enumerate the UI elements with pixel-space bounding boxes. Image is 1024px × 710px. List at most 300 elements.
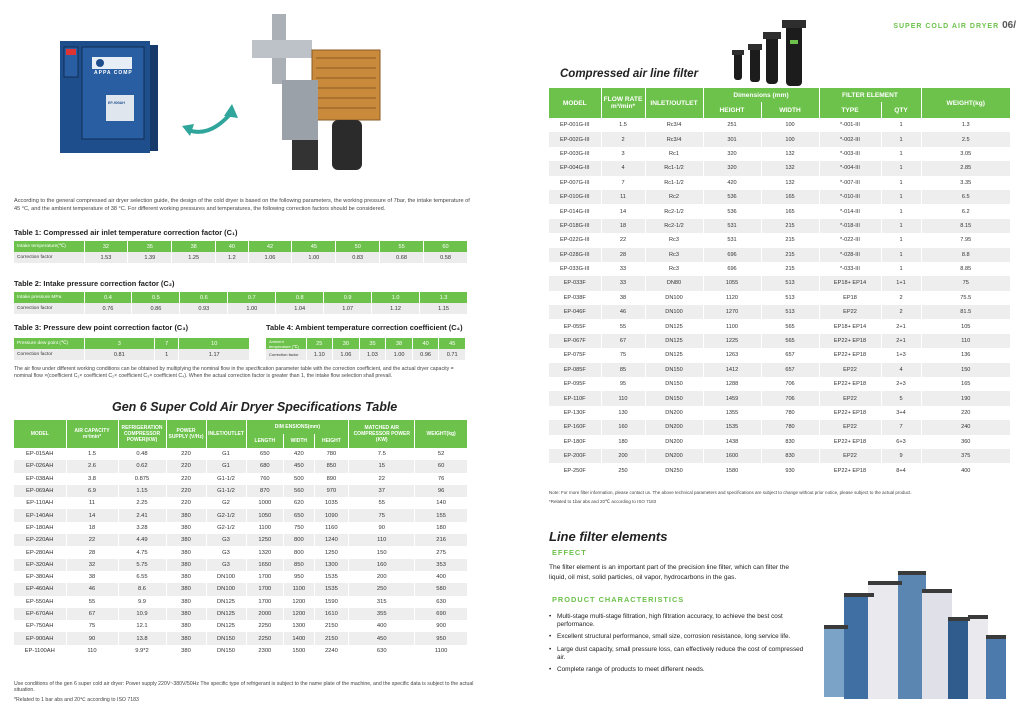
spec-row-cell: 1.5 [66, 448, 118, 460]
spec-row-cell: 0.875 [118, 473, 166, 485]
spec-row-cell: 9.9*2 [118, 645, 166, 657]
filter-row-cell: EP22 [819, 391, 881, 405]
filter-row-cell: 2+1 [881, 319, 921, 333]
intro-paragraph: According to the general compressed air dryer selection guide, the design of the cold dryer is based on the following parameters, the working pressure of 7bar, the intake temperature of 45 °C, and the ambient temperature of 38 °C. For different working pressures and temperatures, the following correction factors should be considered. [14, 198, 470, 212]
spec-row-cell: 1100 [415, 645, 468, 657]
filter-row-cell: 55 [601, 319, 645, 333]
spec-col-weight: WEIGHT(kg) [415, 420, 468, 448]
spec-row-cell: 3.8 [66, 473, 118, 485]
spec-row-cell: 75 [349, 509, 415, 521]
t2-cell: 0.5 [132, 292, 180, 303]
table1-row-temp [14, 241, 468, 252]
filter-row [549, 319, 1011, 333]
filter-row-cell: DN150 [645, 377, 703, 391]
filter-row-cell: 4 [601, 161, 645, 175]
spec-row-cell: 450 [349, 632, 415, 644]
spec-row-cell: 220 [166, 448, 206, 460]
spec-row-cell: 850 [314, 460, 349, 472]
filter-row-cell: DN125 [645, 334, 703, 348]
t1-cell: 35 [128, 241, 172, 252]
spec-row-cell: 220 [166, 473, 206, 485]
filter-row-cell: 1120 [703, 291, 761, 305]
filter-row-cell: 930 [761, 463, 819, 477]
spec-row-cell: 28 [66, 546, 118, 558]
filter-row-cell: 536 [703, 190, 761, 204]
spec-row-cell: DN125 [206, 596, 246, 608]
t4-cell: 1.10 [306, 349, 333, 360]
bullet-item: • Excellent structural performance, small size, corrosion resistance, long service life. [549, 633, 811, 641]
filter-row-cell: 1 [881, 262, 921, 276]
spec-row-cell: 0.62 [118, 460, 166, 472]
spec-row-cell: 1590 [314, 596, 349, 608]
filter-row [549, 305, 1011, 319]
spec-row-cell: 1240 [314, 534, 349, 546]
filter-row-cell: 565 [761, 319, 819, 333]
filter-row [549, 190, 1011, 204]
filter-col-width: WIDTH [761, 102, 819, 118]
spec-row-cell: 400 [415, 571, 468, 583]
spec-row-cell: 7.5 [349, 448, 415, 460]
filter-row-cell: EP22 [819, 449, 881, 463]
filter-row [549, 420, 1011, 434]
t2-cell: 1.12 [372, 303, 420, 314]
filter-row-cell: EP-007G-III [549, 176, 601, 190]
table4-row-factor [266, 349, 466, 360]
spec-row [14, 620, 468, 632]
filter-col-dimensions: Dimensions (mm) [703, 88, 819, 102]
spec-row-cell: 12.1 [118, 620, 166, 632]
filter-row-cell: 513 [761, 291, 819, 305]
spec-col-inlet-outlet: INLET/OUTLET [206, 420, 246, 448]
spec-row-cell: EP-015AH [14, 448, 66, 460]
filter-row-cell: 420 [703, 176, 761, 190]
spec-row-cell: 1.15 [118, 485, 166, 497]
spec-row-cell: G1-1/2 [206, 473, 246, 485]
spec-row-cell: 22 [66, 534, 118, 546]
filter-row-cell: 320 [703, 161, 761, 175]
spec-row-cell: 2240 [314, 645, 349, 657]
filter-row-cell: EP-003G-III [549, 147, 601, 161]
filter-row [549, 276, 1011, 290]
t1-cell: 1.39 [128, 252, 172, 263]
filter-row-cell: EP22 [819, 420, 881, 434]
filter-row-cell: DN125 [645, 319, 703, 333]
spec-row-cell: EP-320AH [14, 559, 66, 571]
filter-row-cell: 160 [601, 420, 645, 434]
spec-row-cell: 55 [66, 596, 118, 608]
t4-cell: 38 [386, 338, 413, 349]
spec-row-cell: 75 [66, 620, 118, 632]
spec-row-cell: 9.9 [118, 596, 166, 608]
filter-row-cell: Rc3 [645, 233, 703, 247]
spec-row-cell: 900 [415, 620, 468, 632]
filter-row-cell: 4 [881, 363, 921, 377]
filter-row-cell: EP-085F [549, 363, 601, 377]
t4-cell: 1.00 [386, 349, 413, 360]
filter-row-cell: 1225 [703, 334, 761, 348]
filter-row-cell: 132 [761, 147, 819, 161]
filter-row-cell: EP22+ EP18 [819, 377, 881, 391]
spec-row-cell: G3 [206, 559, 246, 571]
spec-row-cell: 620 [284, 497, 314, 509]
filter-row-cell: 8.8 [921, 248, 1011, 262]
filter-row-cell: 1.3 [921, 118, 1011, 132]
spec-row-cell: EP-069AH [14, 485, 66, 497]
filter-row-cell: DN200 [645, 449, 703, 463]
filter-row-cell: 1 [881, 204, 921, 218]
spec-row-cell: 52 [415, 448, 468, 460]
filter-row-cell: 696 [703, 248, 761, 262]
spec-row-cell: 1700 [246, 583, 284, 595]
t1-cell: 42 [248, 241, 292, 252]
filter-row-cell: 7 [601, 176, 645, 190]
spec-row-cell: 380 [166, 522, 206, 534]
filter-row-cell: EP18 [819, 291, 881, 305]
spec-row-cell: 110 [349, 534, 415, 546]
filter-row-cell: EP-018G-III [549, 219, 601, 233]
spec-row-cell: 76 [415, 473, 468, 485]
table2-row-pressure [14, 292, 468, 303]
filter-row-cell: 1600 [703, 449, 761, 463]
spec-row-cell: 353 [415, 559, 468, 571]
spec-col-matched-power: MATCHED AIR COMPRESSOR POWER (KW) [349, 420, 415, 448]
filter-row-cell: 1 [881, 132, 921, 146]
t1-cell: 1.53 [84, 252, 128, 263]
spec-row [14, 583, 468, 595]
filter-row-cell: EP-055F [549, 319, 601, 333]
filter-row-cell: EP-130F [549, 406, 601, 420]
spec-row-cell: 380 [166, 645, 206, 657]
filter-col-weight: WEIGHT(kg) [921, 88, 1011, 118]
spec-row [14, 546, 468, 558]
filter-row-cell: 1 [881, 176, 921, 190]
spec-row-cell: 216 [415, 534, 468, 546]
spec-row-cell: G1 [206, 460, 246, 472]
filter-row-cell: *-022-III [819, 233, 881, 247]
filter-row-cell: *-018-III [819, 219, 881, 233]
spec-row [14, 596, 468, 608]
filter-row [549, 363, 1011, 377]
spec-header-row [14, 420, 468, 434]
filter-row-cell: 1 [881, 118, 921, 132]
filter-row-cell: 1 [881, 147, 921, 161]
filter-row-cell: EP22 [819, 363, 881, 377]
t2-cell: 0.6 [180, 292, 228, 303]
table3-row-dewpoint [14, 338, 250, 349]
spec-row-cell: EP-220AH [14, 534, 66, 546]
filter-row-cell: 28 [601, 248, 645, 262]
spec-row-cell: 1700 [246, 571, 284, 583]
filter-row [549, 406, 1011, 420]
filter-row-cell: 1+3 [881, 348, 921, 362]
filter-col-inlet-outlet: INLET/OUTLET [645, 88, 703, 118]
spec-row-cell: 22 [349, 473, 415, 485]
filter-row-cell: 2+1 [881, 334, 921, 348]
spec-row-cell: 890 [314, 473, 349, 485]
spec-row-cell: 970 [314, 485, 349, 497]
filter-row-cell: 190 [921, 391, 1011, 405]
spec-row-cell: 90 [349, 522, 415, 534]
spec-row-cell: 560 [284, 485, 314, 497]
filter-row-cell: 250 [601, 463, 645, 477]
filter-row-cell: 67 [601, 334, 645, 348]
t2-cell: 1.15 [420, 303, 468, 314]
filter-row-cell: DN200 [645, 406, 703, 420]
spec-row-cell: G3 [206, 534, 246, 546]
filter-row-cell: 320 [703, 147, 761, 161]
table3 [14, 338, 250, 360]
filter-row-cell: Rc3 [645, 248, 703, 262]
spec-row-cell: 630 [349, 645, 415, 657]
filter-row-cell: 1270 [703, 305, 761, 319]
t1-cell: 1.00 [292, 252, 336, 263]
filter-row-cell: DN150 [645, 391, 703, 405]
spec-col-refrigeration: REFRIGERATION COMPRESSOR POWER(KW) [118, 420, 166, 448]
filter-row-cell: 780 [761, 420, 819, 434]
spec-row-cell: 1610 [314, 608, 349, 620]
filter-row-cell: 81.5 [921, 305, 1011, 319]
t1-cell: 45 [292, 241, 336, 252]
spec-row-cell: 220 [166, 460, 206, 472]
spec-row-cell: 155 [415, 509, 468, 521]
filter-row-cell: *-014-III [819, 204, 881, 218]
filter-row-cell: 132 [761, 161, 819, 175]
spec-row-cell: 18 [66, 522, 118, 534]
spec-row-cell: EP-180AH [14, 522, 66, 534]
spec-row-cell: G1-1/2 [206, 485, 246, 497]
filter-row-cell: EP22+ EP18 [819, 435, 881, 449]
filter-row-cell: DN100 [645, 305, 703, 319]
table1-title: Table 1: Compressed air inlet temperature correction factor (C₁) [14, 228, 238, 237]
filter-row-cell: EP18+ EP14 [819, 319, 881, 333]
spec-row-cell: 220 [166, 485, 206, 497]
filter-row-cell: 6.2 [921, 204, 1011, 218]
t1-cell: 0.83 [336, 252, 380, 263]
table4-label: Correction factor [266, 349, 306, 360]
spec-row-cell: 1650 [246, 559, 284, 571]
table4-label: Ambient temperature (℃) [266, 338, 306, 349]
spec-row-cell: 32 [66, 559, 118, 571]
spec-row-cell: 15 [349, 460, 415, 472]
filter-row-cell: EP-002G-III [549, 132, 601, 146]
spec-row-cell: 6.9 [66, 485, 118, 497]
characteristics-title: PRODUCT CHARACTERISTICS [552, 595, 685, 604]
spec-row-cell: 690 [415, 608, 468, 620]
filter-row-cell: EP-033G-III [549, 262, 601, 276]
filter-row-cell: 220 [921, 406, 1011, 420]
filter-row-cell: 110 [601, 391, 645, 405]
spec-col-model: MODEL [14, 420, 66, 448]
filter-table [549, 88, 1011, 478]
filter-row [549, 118, 1011, 132]
filter-row-cell: 830 [761, 449, 819, 463]
spec-row-cell: G3 [206, 546, 246, 558]
filter-col-model: MODEL [549, 88, 601, 118]
filter-row-cell: 2 [881, 305, 921, 319]
spec-row-cell: EP-110AH [14, 497, 66, 509]
filter-row-cell: EP-033F [549, 276, 601, 290]
spec-row-cell: 1100 [246, 522, 284, 534]
spec-row-cell: 0.48 [118, 448, 166, 460]
filter-row [549, 147, 1011, 161]
spec-row [14, 509, 468, 521]
spec-row-cell: 1500 [284, 645, 314, 657]
filter-row-cell: 251 [703, 118, 761, 132]
filter-row-cell: 18 [601, 219, 645, 233]
spec-row [14, 460, 468, 472]
spec-row-cell: EP-750AH [14, 620, 66, 632]
t2-cell: 1.00 [228, 303, 276, 314]
spec-row-cell: 150 [349, 546, 415, 558]
spec-row-cell: 14 [66, 509, 118, 521]
filter-row-cell: 136 [921, 348, 1011, 362]
filter-row-cell: EP18+ EP14 [819, 276, 881, 290]
spec-row-cell: 1700 [246, 596, 284, 608]
spec-row-cell: 380 [166, 632, 206, 644]
t1-cell: 40 [216, 241, 248, 252]
spec-row-cell: EP-280AH [14, 546, 66, 558]
table3-label: Correction factor [14, 349, 84, 360]
filter-row-cell: 706 [761, 391, 819, 405]
spec-row-cell: 2000 [246, 608, 284, 620]
filter-row-cell: *-033-III [819, 262, 881, 276]
table2-title: Table 2: Intake pressure correction factor (C₂) [14, 279, 175, 288]
filter-row-cell: EP22+ EP18 [819, 334, 881, 348]
spec-row-cell: 355 [349, 608, 415, 620]
spec-row-cell: 1535 [314, 571, 349, 583]
filter-elements-image [820, 565, 1020, 705]
spec-row-cell: 1250 [246, 534, 284, 546]
spec-row-cell: DN150 [206, 632, 246, 644]
filter-row-cell: EP-180F [549, 435, 601, 449]
filter-row-cell: 780 [761, 406, 819, 420]
filter-row [549, 463, 1011, 477]
t3-cell: 10 [179, 338, 250, 349]
spec-row-cell: 1535 [314, 583, 349, 595]
spec-row-cell: 2150 [314, 632, 349, 644]
filter-row-cell: 8.15 [921, 219, 1011, 233]
spec-row-cell: 46 [66, 583, 118, 595]
spec-row-cell: 2300 [246, 645, 284, 657]
page-number: 06/ [1002, 20, 1016, 31]
filter-row-cell: 8.85 [921, 262, 1011, 276]
filter-row-cell: DN200 [645, 420, 703, 434]
page-header [893, 20, 1016, 31]
spec-note-2: *Related to 1 bar abs and 20℃ according to ISO 7183 [14, 697, 139, 703]
filter-header-row [549, 88, 1011, 102]
spec-row [14, 485, 468, 497]
filter-row-cell: DN100 [645, 291, 703, 305]
filter-col-flow: FLOW RATE m³/min* [601, 88, 645, 118]
spec-row-cell: DN125 [206, 608, 246, 620]
filter-row-cell: EP22 [819, 305, 881, 319]
spec-col-length: LENGTH [246, 434, 284, 448]
filter-row [549, 132, 1011, 146]
t2-cell: 1.04 [276, 303, 324, 314]
filter-row [549, 233, 1011, 247]
table3-label: Pressure dew point (℃) [14, 338, 84, 349]
filter-row-cell: 3.35 [921, 176, 1011, 190]
filter-row-cell: EP-095F [549, 377, 601, 391]
filter-row-cell: DN80 [645, 276, 703, 290]
filter-row-cell: 1 [881, 190, 921, 204]
table4-row-temp [266, 338, 466, 349]
filter-row-cell: 75.5 [921, 291, 1011, 305]
t4-cell: 45 [439, 338, 466, 349]
table4-title: Table 4: Ambient temperature correction coefficient (C₄) [266, 323, 463, 332]
filter-row-cell: EP-038F [549, 291, 601, 305]
filter-row-cell: 1 [881, 233, 921, 247]
filter-row-cell: 1438 [703, 435, 761, 449]
t2-cell: 0.76 [84, 303, 132, 314]
spec-row [14, 448, 468, 460]
spec-row-cell: 380 [166, 546, 206, 558]
spec-row-cell: 950 [284, 571, 314, 583]
t2-cell: 1.3 [420, 292, 468, 303]
filter-row-cell: 375 [921, 449, 1011, 463]
filter-col-qty: QTY [881, 102, 921, 118]
spec-row-cell: 3.28 [118, 522, 166, 534]
filter-row-cell: Rc1-1/2 [645, 176, 703, 190]
spec-row-cell: EP-140AH [14, 509, 66, 521]
filter-row-cell: 130 [601, 406, 645, 420]
spec-row-cell: 380 [166, 596, 206, 608]
filter-row-cell: 9 [881, 449, 921, 463]
spec-note-1: Use conditions of the gen 6 super cold air dryer: Power supply 220V~380V/50Hz The specific type of refrigerant is subject to the name plate of the machine, and the specific data is subject to the actual situation. [14, 681, 474, 694]
filter-row-cell: 11 [601, 190, 645, 204]
filter-row-cell: 696 [703, 262, 761, 276]
machine-model: EP-900AH [108, 101, 125, 105]
spec-row-cell: 96 [415, 485, 468, 497]
filter-note-1: Note: For more filter information, please contact us. The above technical parameters and specifications are subject to change without prior notice, please subject to the actual product. [549, 490, 912, 495]
filter-row-cell: 33 [601, 276, 645, 290]
filter-row-cell: 165 [921, 377, 1011, 391]
spec-row-cell: 38 [66, 571, 118, 583]
filter-row-cell: 2.85 [921, 161, 1011, 175]
t4-cell: 30 [333, 338, 360, 349]
t2-cell: 1.0 [372, 292, 420, 303]
filter-row-cell: EP-110F [549, 391, 601, 405]
filter-row-cell: 95 [601, 377, 645, 391]
spec-row-cell: G2-1/2 [206, 509, 246, 521]
spec-col-power-supply: POWER SUPPLY (V/Hz) [166, 420, 206, 448]
spec-row-cell: 380 [166, 509, 206, 521]
spec-row-cell: DN150 [206, 645, 246, 657]
spec-row-cell: 1200 [284, 596, 314, 608]
filter-row-cell: 1.5 [601, 118, 645, 132]
filter-row-cell: 180 [601, 435, 645, 449]
spec-table [14, 420, 468, 657]
spec-row [14, 608, 468, 620]
spec-row-cell: 1035 [314, 497, 349, 509]
filter-row-cell: 400 [921, 463, 1011, 477]
t2-cell: 1.07 [324, 303, 372, 314]
filter-row [549, 176, 1011, 190]
t3-cell: 0.81 [84, 349, 155, 360]
spec-row-cell: 380 [166, 608, 206, 620]
spec-row-cell: 380 [166, 620, 206, 632]
spec-row-cell: 60 [415, 460, 468, 472]
spec-row-cell: 650 [284, 509, 314, 521]
spec-row-cell: 2.25 [118, 497, 166, 509]
filter-row-cell: EP-046F [549, 305, 601, 319]
filter-row [549, 391, 1011, 405]
spec-row-cell: 315 [349, 596, 415, 608]
table1 [14, 241, 468, 263]
filter-row-cell: 2+3 [881, 377, 921, 391]
spec-row-cell: 800 [284, 546, 314, 558]
spec-col-height: HEIGHT [314, 434, 349, 448]
